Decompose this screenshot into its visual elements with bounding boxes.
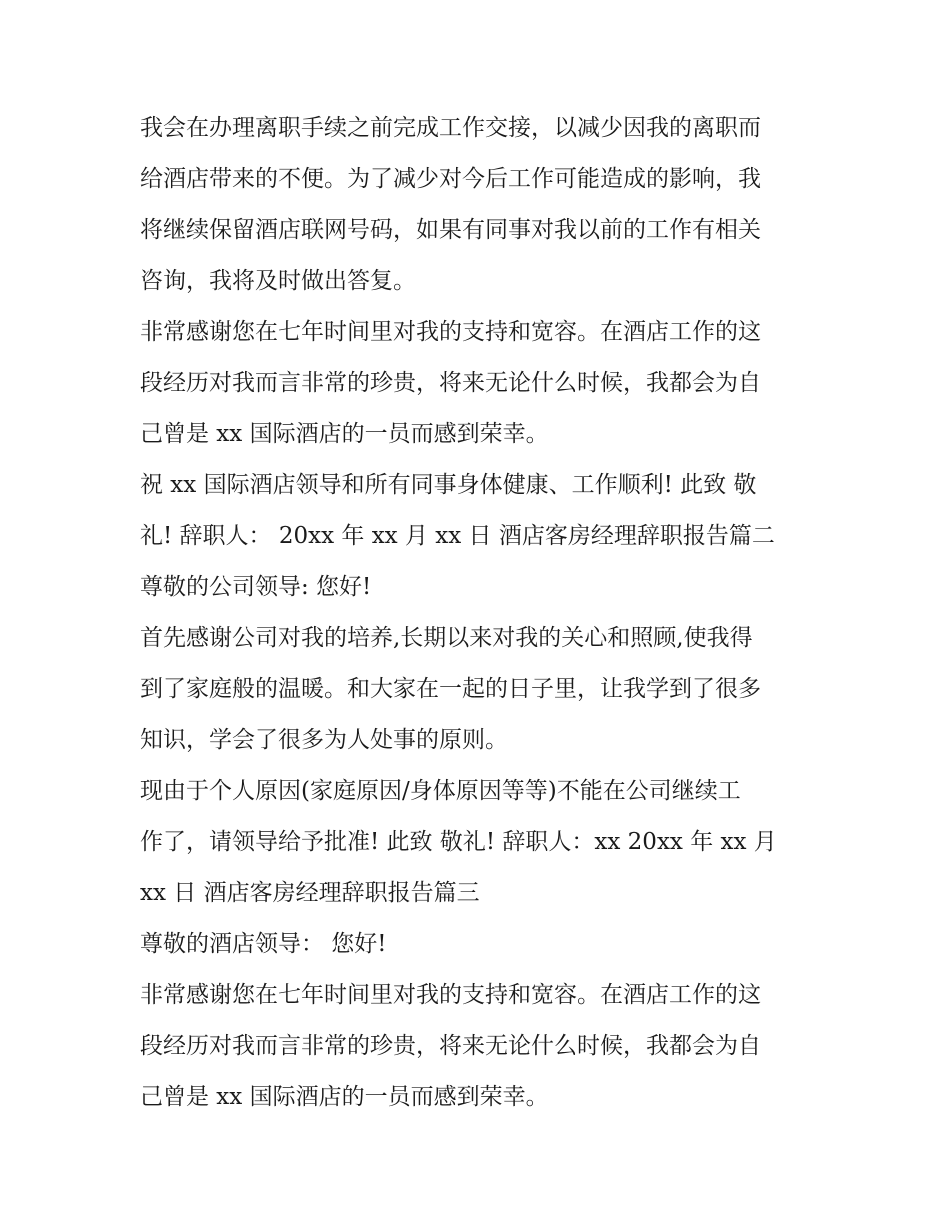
text-line: 将继续保留酒店联网号码，如果有同事对我以前的工作有相关 — [140, 217, 761, 243]
text-line: 给酒店带来的不便。为了减少对今后工作可能造成的影响，我 — [140, 166, 761, 192]
text-line: 非常感谢您在七年时间里对我的支持和宽容。在酒店工作的这 — [140, 982, 761, 1008]
text-line: 礼! 辞职人： 20xx 年 xx 月 xx 日 酒店客房经理辞职报告篇二 — [140, 523, 775, 549]
text-line: 尊敬的酒店领导： 您好! — [140, 931, 387, 957]
document-body — [140, 103, 820, 1123]
text-line: 段经历对我而言非常的珍贵，将来无论什么时候，我都会为自 — [140, 370, 761, 396]
text-line: 非常感谢您在七年时间里对我的支持和宽容。在酒店工作的这 — [140, 319, 761, 345]
text-line: 己曾是 xx 国际酒店的一员而感到荣幸。 — [140, 1084, 549, 1110]
text-line: 到了家庭般的温暖。和大家在一起的日子里，让我学到了很多 — [140, 676, 761, 702]
text-line: 段经历对我而言非常的珍贵，将来无论什么时候，我都会为自 — [140, 1033, 761, 1059]
text-line: 现由于个人原因(家庭原因/身体原因等等)不能在公司继续工 — [140, 778, 741, 804]
text-line: 尊敬的公司领导: 您好! — [140, 574, 372, 600]
text-line: 我会在办理离职手续之前完成工作交接，以减少因我的离职而 — [140, 115, 761, 141]
text-line: 首先感谢公司对我的培养,长期以来对我的关心和照顾,使我得 — [140, 625, 753, 651]
text-line: 作了，请领导给予批准! 此致 敬礼! 辞职人：xx 20xx 年 xx 月 — [140, 829, 777, 855]
text-line: 咨询，我将及时做出答复。 — [140, 268, 416, 294]
text-line: 知识，学会了很多为人处事的原则。 — [140, 727, 508, 753]
text-line: 己曾是 xx 国际酒店的一员而感到荣幸。 — [140, 421, 549, 447]
text-line: 祝 xx 国际酒店领导和所有同事身体健康、工作顺利! 此致 敬 — [140, 472, 757, 498]
text-line: xx 日 酒店客房经理辞职报告篇三 — [140, 880, 480, 906]
